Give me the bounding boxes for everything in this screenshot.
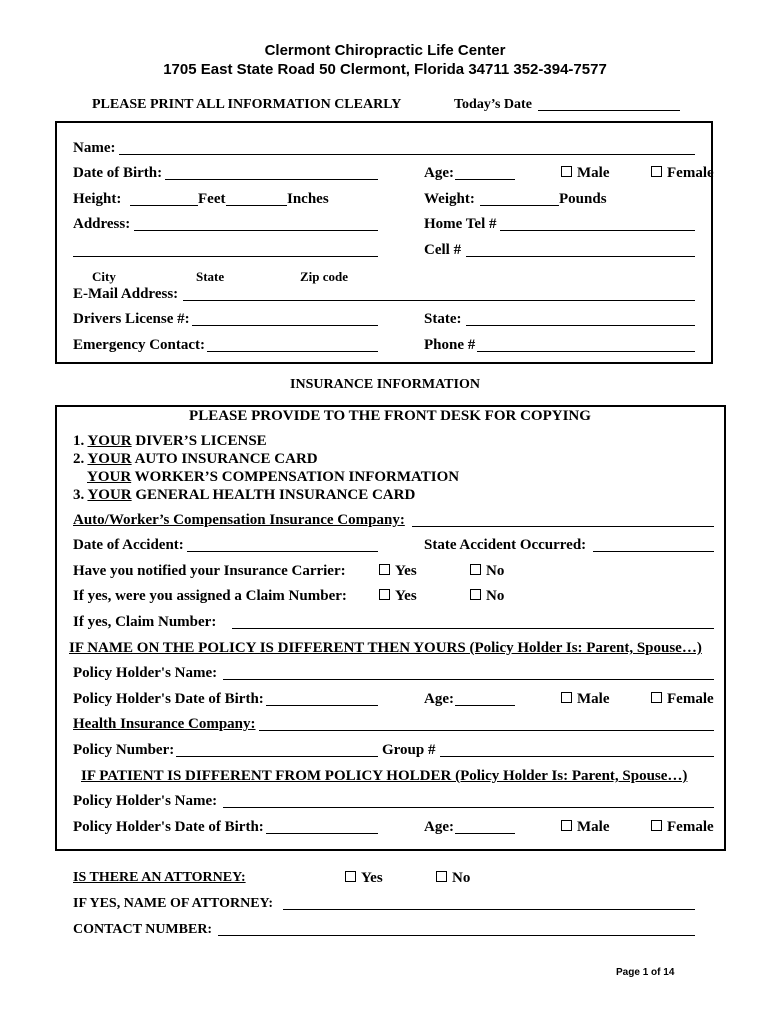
- claim-no-checkbox[interactable]: [470, 589, 481, 600]
- contact-number-label: CONTACT NUMBER:: [73, 922, 213, 937]
- ph2-age-field[interactable]: [455, 833, 515, 834]
- ph2-male-option[interactable]: Male: [561, 819, 609, 836]
- date-accident-field[interactable]: [187, 551, 378, 552]
- attorney-no-option[interactable]: No: [436, 870, 470, 887]
- emergency-contact-field[interactable]: [207, 351, 378, 352]
- name-field[interactable]: [119, 154, 695, 155]
- state-label: State:: [424, 311, 462, 327]
- state-small-label: State: [196, 269, 225, 284]
- ph-female-checkbox[interactable]: [651, 692, 662, 703]
- insurance-section-title: INSURANCE INFORMATION: [290, 377, 480, 392]
- height-feet-field[interactable]: [130, 205, 198, 206]
- claim-number-label: If yes, Claim Number:: [73, 614, 217, 630]
- male-label: Male: [577, 165, 610, 181]
- height-label: Height:: [73, 191, 122, 207]
- emergency-contact-label: Emergency Contact:: [73, 337, 206, 353]
- policy-holder-name-2-field[interactable]: [223, 807, 714, 808]
- health-company-label: Health Insurance Company:: [73, 716, 256, 732]
- date-accident-label: Date of Accident:: [73, 537, 184, 553]
- policy-holder-dob-field[interactable]: [266, 705, 378, 706]
- attorney-name-label: IF YES, NAME OF ATTORNEY:: [73, 896, 274, 911]
- weight-field[interactable]: [480, 205, 559, 206]
- auto-company-field[interactable]: [412, 526, 714, 527]
- todays-date-label: Today’s Date: [454, 97, 532, 112]
- cell-field[interactable]: [466, 256, 695, 257]
- state-accident-label: State Accident Occurred:: [424, 537, 587, 553]
- patient-diff-heading: IF PATIENT IS DIFFERENT FROM POLICY HOLDER (Policy Holder Is: Parent, Spouse…): [81, 768, 688, 784]
- notified-label: Have you notified your Insurance Carrier:: [73, 563, 346, 579]
- ph2-age-label: Age:: [424, 819, 454, 835]
- drivers-license-field[interactable]: [192, 325, 378, 326]
- email-label: E-Mail Address:: [73, 286, 179, 302]
- clinic-address: 1705 East State Road 50 Clermont, Florida 34711 352-394-7577: [163, 61, 607, 78]
- policy-holder-dob-label: Policy Holder's Date of Birth:: [73, 691, 264, 707]
- cell-label: Cell #: [424, 242, 462, 258]
- copy-item-2: 2. YOUR AUTO INSURANCE CARD: [73, 451, 318, 467]
- claim-yes-checkbox[interactable]: [379, 589, 390, 600]
- ph-male-option[interactable]: Male: [561, 691, 609, 708]
- phone-label: Phone #: [424, 337, 476, 353]
- ph-female-option[interactable]: Female: [651, 691, 714, 708]
- policy-holder-dob-2-label: Policy Holder's Date of Birth:: [73, 819, 264, 835]
- age-field[interactable]: [455, 179, 515, 180]
- group-label: Group #: [382, 742, 436, 758]
- policy-number-field[interactable]: [176, 756, 378, 757]
- page-indicator: Page 1 of 14: [616, 967, 675, 978]
- policy-diff-heading: IF NAME ON THE POLICY IS DIFFERENT THEN YOURS (Policy Holder Is: Parent, Spouse…): [69, 640, 702, 656]
- drivers-license-label: Drivers License #:: [73, 311, 190, 327]
- todays-date-field[interactable]: [538, 110, 680, 111]
- male-option[interactable]: [561, 165, 609, 182]
- home-tel-label: Home Tel #: [424, 216, 497, 232]
- ph-age-field[interactable]: [455, 705, 515, 706]
- dob-label: Date of Birth:: [73, 165, 163, 181]
- claim-no-option[interactable]: No: [470, 588, 504, 605]
- copy-notice: PLEASE PROVIDE TO THE FRONT DESK FOR COPYING: [189, 408, 591, 424]
- dob-field[interactable]: [165, 179, 378, 180]
- name-label: Name:: [73, 140, 116, 156]
- policy-holder-dob-2-field[interactable]: [266, 833, 378, 834]
- ph-male-checkbox[interactable]: [561, 692, 572, 703]
- state-accident-field[interactable]: [593, 551, 714, 552]
- policy-holder-name-2-label: Policy Holder's Name:: [73, 793, 218, 809]
- group-field[interactable]: [440, 756, 714, 757]
- copy-item-1: 1. YOUR DIVER’S LICENSE: [73, 433, 267, 449]
- contact-number-field[interactable]: [218, 935, 695, 936]
- ph2-female-option[interactable]: Female: [651, 819, 714, 836]
- health-company-field[interactable]: [259, 730, 714, 731]
- inches-label: Inches: [287, 191, 329, 207]
- age-label: Age:: [424, 165, 454, 181]
- claim-number-field[interactable]: [232, 628, 714, 629]
- state-field[interactable]: [466, 325, 695, 326]
- email-field[interactable]: [183, 300, 695, 301]
- weight-label: Weight:: [424, 191, 475, 207]
- feet-label: Feet: [198, 191, 226, 207]
- ph2-female-checkbox[interactable]: [651, 820, 662, 831]
- male-checkbox[interactable]: [561, 166, 572, 177]
- auto-company-label: Auto/Worker’s Compensation Insurance Company:: [73, 512, 405, 528]
- female-checkbox[interactable]: [651, 166, 662, 177]
- attorney-no-checkbox[interactable]: [436, 871, 447, 882]
- notified-yes-checkbox[interactable]: [379, 564, 390, 575]
- claim-assigned-label: If yes, were you assigned a Claim Number:: [73, 588, 347, 604]
- policy-holder-name-field[interactable]: [223, 679, 714, 680]
- city-label: City: [92, 269, 116, 284]
- attorney-question: IS THERE AN ATTORNEY:: [73, 870, 246, 885]
- clinic-name: Clermont Chiropractic Life Center: [264, 42, 506, 59]
- notified-no-checkbox[interactable]: [470, 564, 481, 575]
- zip-label: Zip code: [300, 269, 349, 284]
- female-label: Female: [667, 165, 714, 181]
- policy-holder-name-label: Policy Holder's Name:: [73, 665, 218, 681]
- phone-field[interactable]: [477, 351, 695, 352]
- copy-item-3: 3. YOUR GENERAL HEALTH INSURANCE CARD: [73, 487, 416, 503]
- home-tel-field[interactable]: [500, 230, 695, 231]
- copy-item-2b: YOUR WORKER’S COMPENSATION INFORMATION: [87, 469, 460, 485]
- address-label: Address:: [73, 216, 131, 232]
- notified-yes-option[interactable]: Yes: [379, 563, 417, 580]
- attorney-yes-option[interactable]: Yes: [345, 870, 383, 887]
- pounds-label: Pounds: [559, 191, 607, 207]
- print-notice: PLEASE PRINT ALL INFORMATION CLEARLY: [92, 97, 402, 112]
- notified-no-option[interactable]: No: [470, 563, 504, 580]
- policy-number-label: Policy Number:: [73, 742, 175, 758]
- claim-yes-option[interactable]: Yes: [379, 588, 417, 605]
- address-field[interactable]: [134, 230, 378, 231]
- ph-age-label: Age:: [424, 691, 454, 707]
- ph2-male-checkbox[interactable]: [561, 820, 572, 831]
- attorney-name-field[interactable]: [283, 909, 695, 910]
- female-option[interactable]: [651, 165, 714, 182]
- attorney-yes-checkbox[interactable]: [345, 871, 356, 882]
- address-line-2-field[interactable]: [73, 256, 378, 257]
- height-inches-field[interactable]: [226, 205, 287, 206]
